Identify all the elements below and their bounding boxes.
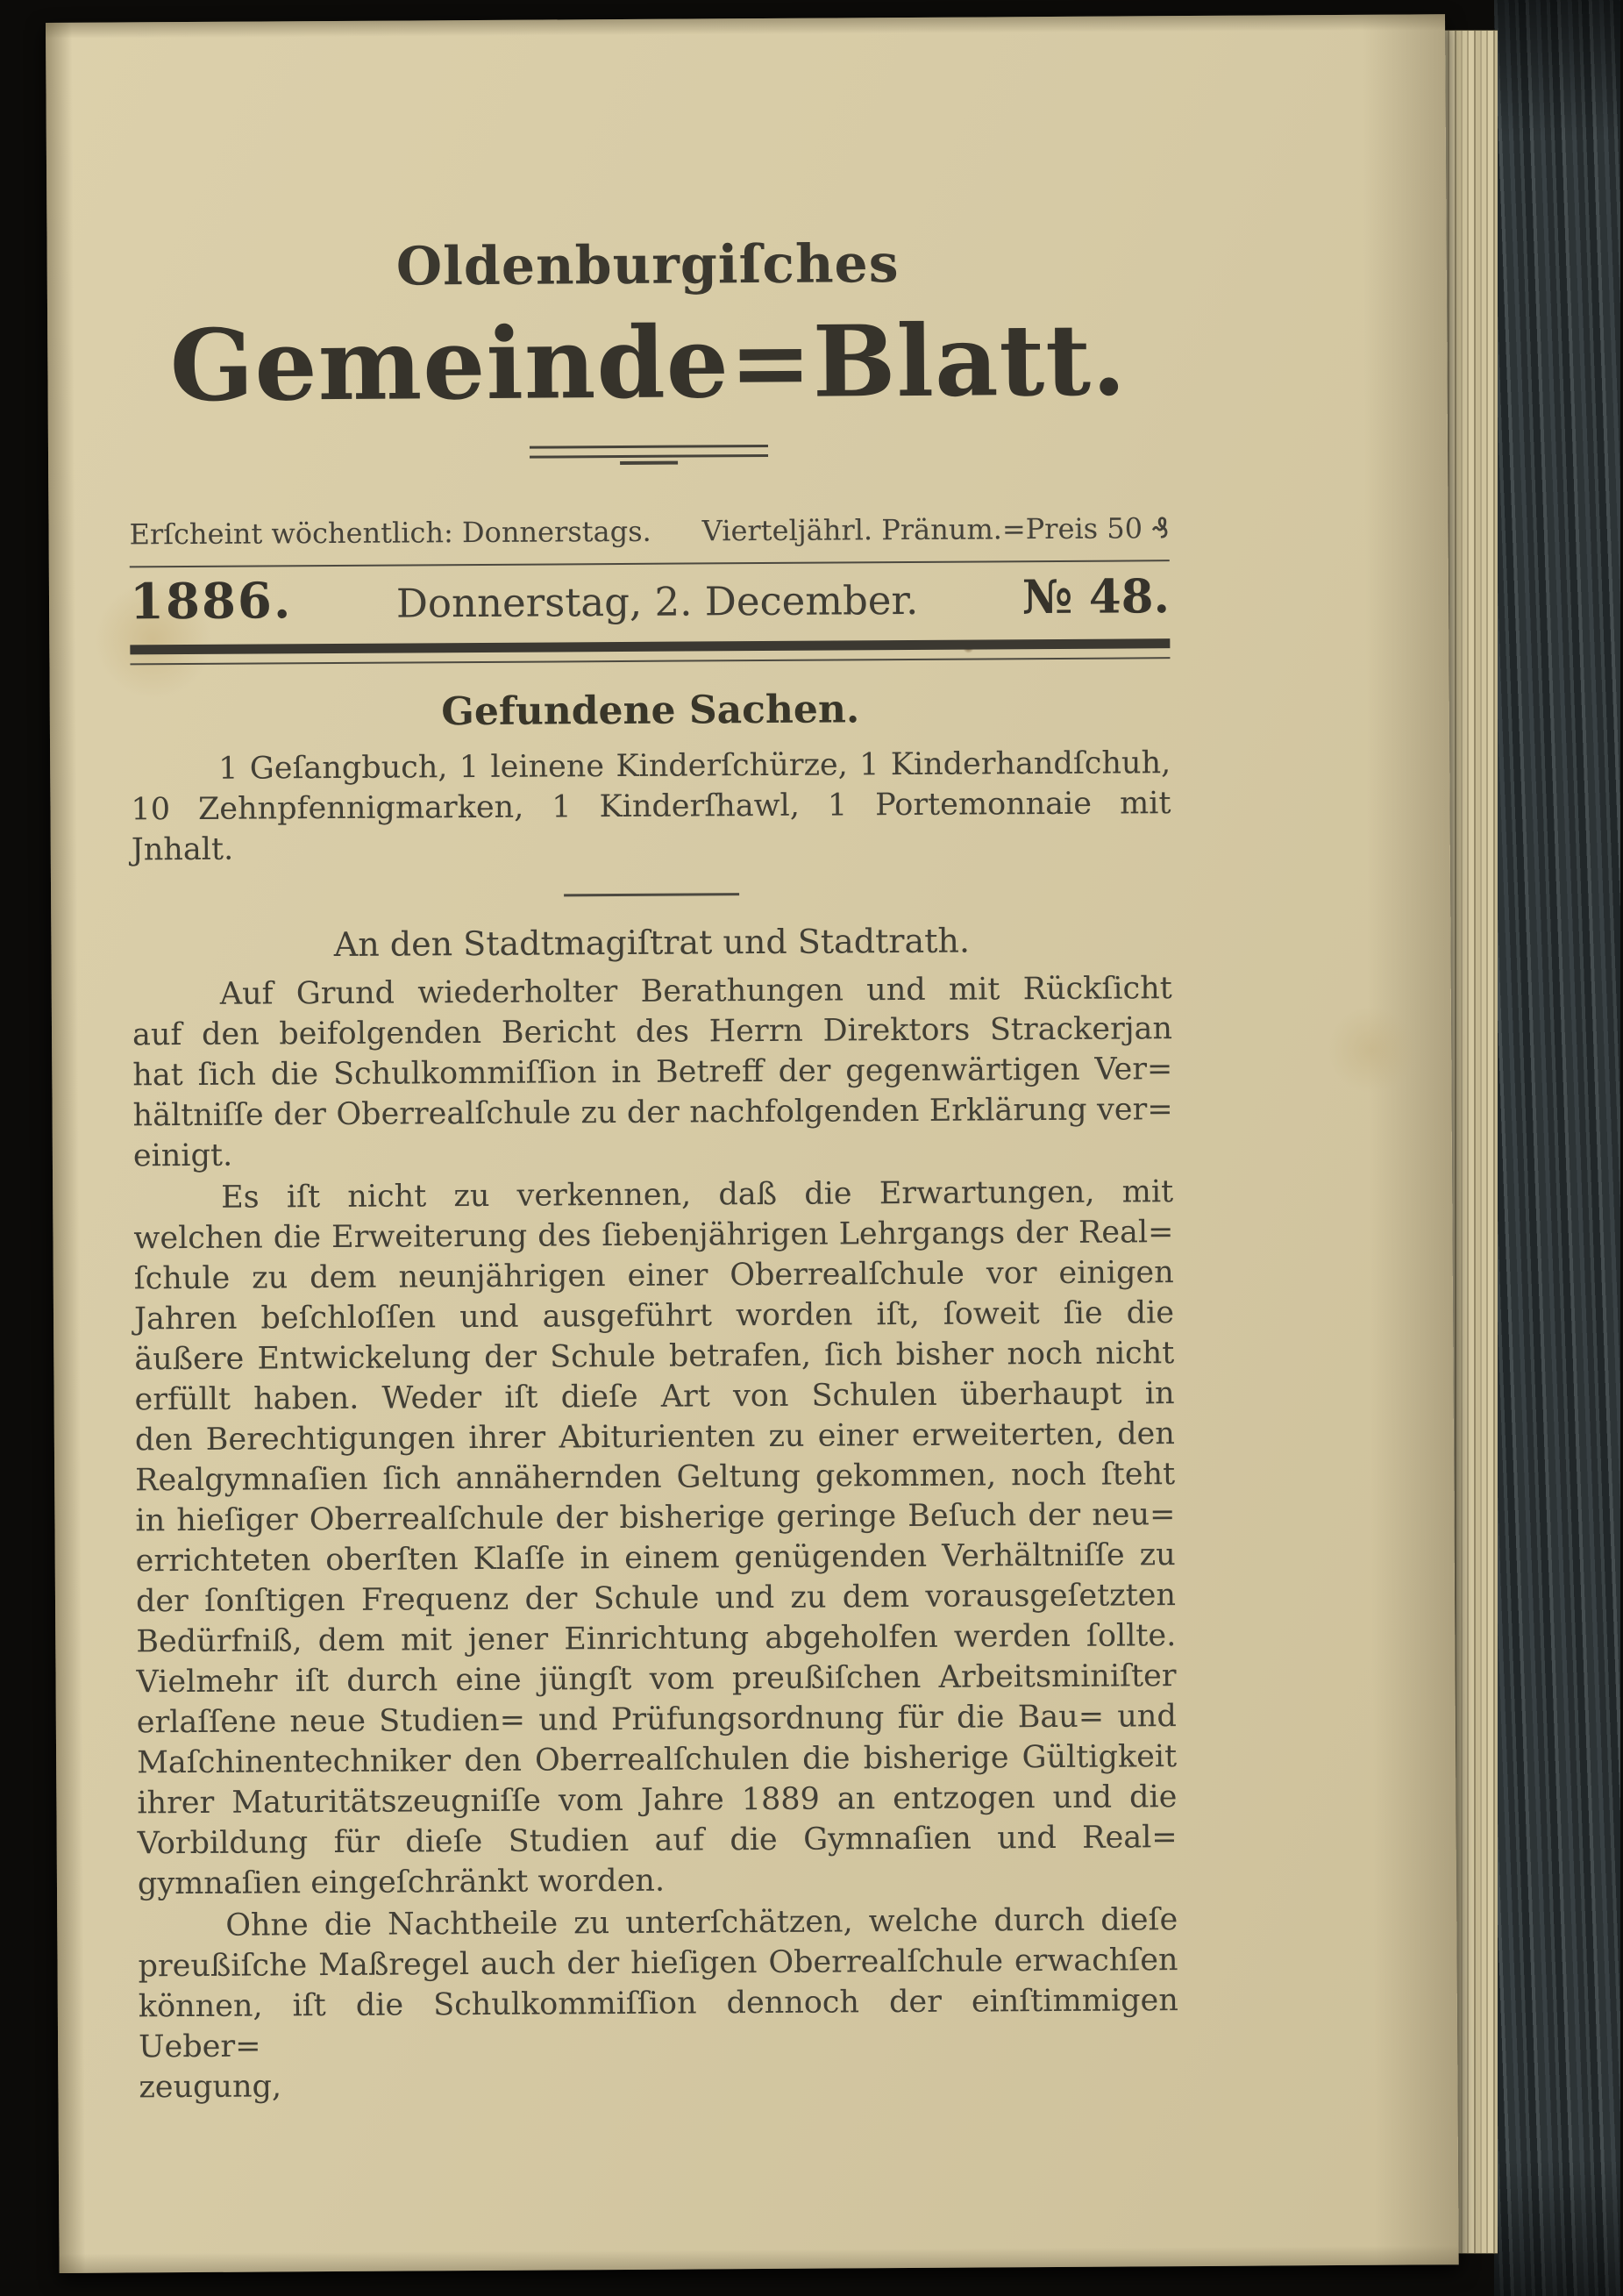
text-line: Bedürfniß, dem mit jener Einrichtung abgeholfen werden ſollte. — [136, 1618, 1177, 1660]
book-cover — [1494, 0, 1620, 2296]
masthead-rule-thick — [130, 638, 1170, 654]
found-items-paragraph — [131, 743, 1171, 870]
text-line: errichteten oberſten Klaſſe in einem genügenden Verhältniſſe zu — [135, 1537, 1176, 1579]
section-heading-found-items: Gefundene Sachen. — [441, 687, 860, 735]
text-line: 10 Zehnpfennigmarken, 1 Kinderſhawl, 1 Portemonnaie mit — [131, 786, 1171, 828]
letter-paragraph-1 — [132, 968, 1173, 1176]
issue-date: Donnerstag, 2. December. — [395, 576, 919, 627]
ornament-rule-center — [620, 461, 678, 465]
text-line: hältniſſe der Oberrealſchule zu der nachfolgenden Erklärung ver= — [132, 1092, 1173, 1134]
masthead-rule-thin — [130, 560, 1170, 567]
publication-schedule: Erſcheint wöchentlich: Donnerstags. — [129, 514, 651, 552]
text-line: Maſchinentechniker den Oberrealſchulen die bisherige Gültigkeit — [137, 1739, 1178, 1781]
letter-paragraph-2 — [133, 1172, 1178, 1904]
text-line: erfüllt haben. Weder iſt dieſe Art von Schulen überhaupt in — [134, 1376, 1175, 1418]
text-line: Realgymnaſien ſich annähernden Geltung gekommen, noch ſteht — [135, 1457, 1176, 1499]
text-line: Es iſt nicht zu verkennen, daß die Erwartungen, mit — [221, 1174, 1174, 1216]
text-line: in hieſiger Oberrealſchule der bisherige geringe Beſuch der neu= — [135, 1497, 1176, 1539]
masthead-overtitle: Oldenburgiſches — [395, 233, 900, 298]
issue-year: 1886. — [129, 572, 293, 631]
text-line: Jnhalt. — [131, 831, 234, 868]
ornament-rule-top — [530, 445, 768, 449]
text-column — [126, 16, 1179, 2107]
text-line: gymnaſien eingeſchränkt worden. — [137, 1863, 666, 1902]
text-line: äußere Entwickelung der Schule betrafen, ſich bisher noch nicht — [134, 1336, 1175, 1378]
text-line: zeugung, — [139, 2069, 282, 2106]
subscription-price: Vierteljährl. Pränum.=Preis 50 ₰ — [701, 511, 1170, 548]
text-line: auf den beifolgenden Bericht des Herrn Direktors Strackerjan — [132, 1011, 1173, 1053]
masthead-rule-thin-2 — [130, 657, 1170, 665]
issue-line — [130, 567, 1170, 631]
publication-info — [129, 510, 1169, 552]
text-line: preußiſche Maßregel auch der hieſigen Oberrealſchule erwachſen — [138, 1943, 1178, 1985]
text-line: der ſonſtigen Frequenz der Schule und zu dem vorausgeſetzten — [135, 1578, 1177, 1620]
scanned-page — [46, 14, 1459, 2273]
text-line: welchen die Erweiterung des ſiebenjährigen Lehrgangs der Real= — [133, 1215, 1174, 1257]
text-line: ſchule zu dem neunjährigen einer Oberrealſchule vor einigen — [133, 1255, 1174, 1297]
text-line: hat ſich die Schulkommiſſion in Betreff der gegenwärtigen Ver= — [132, 1052, 1173, 1094]
letter-salutation: An den Stadtmagiſtrat und Stadtrath. — [333, 921, 971, 965]
text-line: Jahren beſchloſſen und ausgeführt worden iſt, ſoweit ſie die — [133, 1295, 1175, 1337]
text-line: Vielmehr iſt durch eine jüngſt vom preußiſchen Arbeitsminiſter — [136, 1658, 1177, 1701]
text-line: 1 Geſangbuch, 1 leinene Kinderſchürze, 1 Kinderhandſchuh, — [218, 745, 1171, 787]
ornament-rule-bottom — [530, 454, 768, 459]
issue-number: № 48. — [1021, 569, 1171, 625]
text-line: können, iſt die Schulkommiſſion dennoch der einſtimmigen Ueber= — [138, 1983, 1178, 2065]
letter-paragraph-3 — [138, 1900, 1178, 2107]
text-line: den Berechtigungen ihrer Abiturienten zu einer erweiterten, den — [134, 1416, 1175, 1458]
text-line: ihrer Maturitätszeugniſſe vom Jahre 1889 an entzogen und die — [137, 1779, 1178, 1822]
text-line: erlaſſene neue Studien= und Prüfungsordnung für die Bau= und — [136, 1699, 1177, 1741]
text-line: Auf Grund wiederholter Berathungen und mit Rückſicht — [219, 971, 1172, 1012]
masthead-ornament — [530, 445, 768, 466]
text-line: Ohne die Nachtheile zu unterſchätzen, welche durch dieſe — [225, 1902, 1178, 1943]
text-line: Vorbildung für dieſe Studien auf die Gymnaſien und Real= — [137, 1820, 1178, 1862]
text-line: einigt. — [132, 1137, 233, 1174]
section-divider — [564, 893, 739, 896]
masthead-title: Gemeinde=Blatt. — [169, 303, 1128, 424]
